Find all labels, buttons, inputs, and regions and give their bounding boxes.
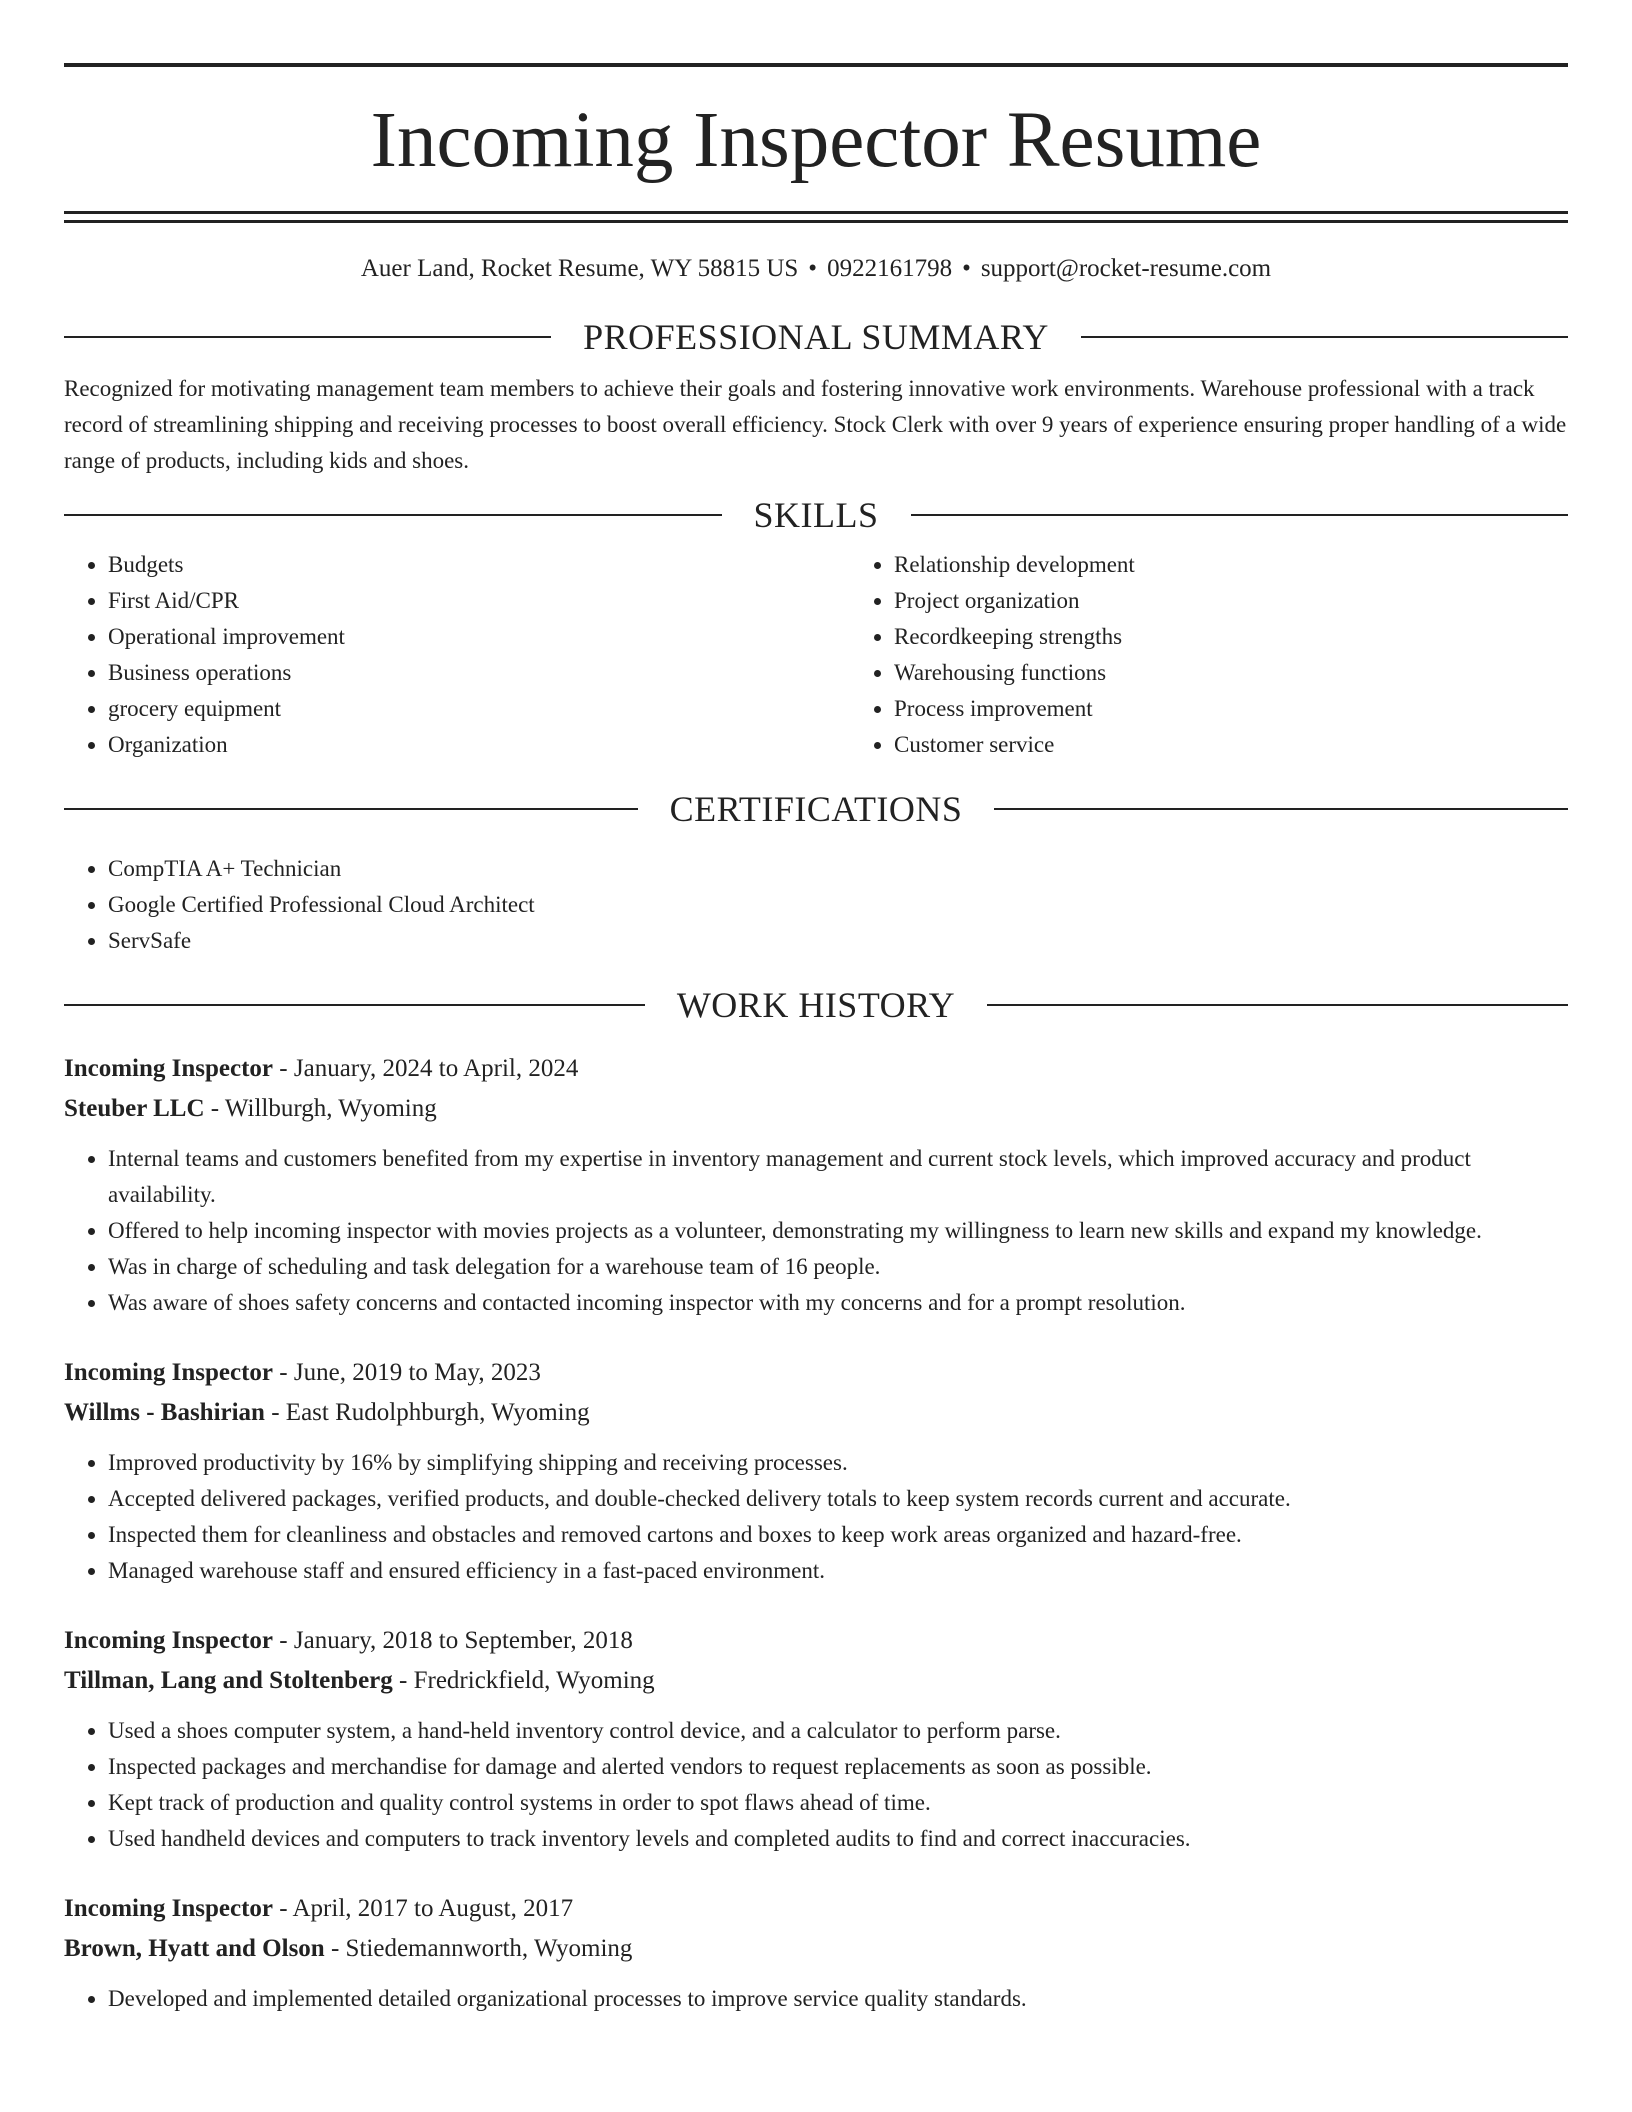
heading-rule [987,1004,1568,1006]
job-title-line: Incoming Inspector - June, 2019 to May, 2023 [64,1359,541,1386]
job-bullet: • Was aware of shoes safety concerns and contacted incoming inspector with my concerns and for a prompt resolution. [108,1285,1568,1321]
contact-phone: 0922161798 [827,255,953,282]
job-dates: April, 2017 to August, 2017 [292,1895,574,1922]
job-bullets [64,1141,1568,1321]
job-entry [64,1049,1568,1321]
job-bullet: • Internal teams and customers benefited from my expertise in inventory management and current stock levels, which improved accuracy and product availability. [108,1141,1568,1213]
work-history-heading-label: WORK HISTORY [676,985,956,1025]
skill-item: • grocery equipment [108,691,850,727]
top-rule [64,63,1568,67]
job-company-line: Brown, Hyatt and Olson - Stiedemannworth, Wyoming [64,1935,633,1962]
job-company: Brown, Hyatt and Olson [64,1935,325,1962]
heading-rule [911,514,1569,516]
skill-item: • Process improvement [894,691,1632,727]
job-bullets [64,1981,1568,2017]
heading-rule [64,336,551,338]
heading-rule [994,808,1568,810]
heading-rule [1081,336,1568,338]
job-dates: January, 2024 to April, 2024 [293,1055,579,1082]
job-entry [64,1889,1568,2017]
skills-column-left [64,547,850,763]
job-location: Fredrickfield, Wyoming [413,1667,655,1694]
job-title: Incoming Inspector [64,1627,274,1654]
work-history-heading [64,983,1568,1027]
job-entry [64,1353,1568,1589]
job-company: Willms - Bashirian [64,1399,265,1426]
job-bullet: • Inspected packages and merchandise for damage and alerted vendors to request replacements as soon as possible. [108,1749,1568,1785]
certifications-list [64,851,1568,959]
skills-list [64,547,1568,763]
job-company-line: Tillman, Lang and Stoltenberg - Fredrickfield, Wyoming [64,1667,655,1694]
skill-item: • Project organization [894,583,1632,619]
job-location: Stiedemannworth, Wyoming [345,1935,633,1962]
job-dates: January, 2018 to September, 2018 [293,1627,633,1654]
job-company-line: Willms - Bashirian - East Rudolphburgh, Wyoming [64,1399,590,1426]
job-company-line: Steuber LLC - Willburgh, Wyoming [64,1095,437,1122]
title-double-rule [64,211,1568,223]
resume-title: Incoming Inspector Resume [370,97,1262,184]
contact-separator: • [808,255,818,282]
contact-line [64,253,1568,285]
skills-column-right [850,547,1632,763]
job-bullet: • Used a shoes computer system, a hand-held inventory control device, and a calculator to perform parse. [108,1713,1568,1749]
resume-page [64,0,1568,2017]
summary-text: Recognized for motivating management team members to achieve their goals and fostering innovative work environments. Warehouse professional with a track record of streamlining shipping and receiving processes to boost overall efficiency. Stock Clerk with over 9 years of experience ensuring proper handling of a wide range of products, including kids and shoes. [64,376,1567,473]
skill-item: • Recordkeeping strengths [894,619,1632,655]
job-title: Incoming Inspector [64,1055,274,1082]
contact-separator: • [962,255,971,282]
certification-item: • ServSafe [108,923,1568,959]
job-bullet: • Was in charge of scheduling and task delegation for a warehouse team of 16 people. [108,1249,1568,1285]
summary-heading [64,315,1568,359]
heading-rule [64,1004,645,1006]
certification-item: • Google Certified Professional Cloud Architect [108,887,1568,923]
job-bullet: • Improved productivity by 16% by simplifying shipping and receiving processes. [108,1445,1568,1481]
job-company: Tillman, Lang and Stoltenberg [64,1667,393,1694]
skill-item: • Operational improvement [108,619,850,655]
job-bullets [64,1445,1568,1589]
skill-item: • Budgets [108,547,850,583]
job-dates: June, 2019 to May, 2023 [293,1359,541,1386]
heading-rule [64,514,722,516]
skills-heading [64,493,1568,537]
job-bullet: • Managed warehouse staff and ensured efficiency in a fast-paced environment. [108,1553,1568,1589]
skills-heading-label: SKILLS [753,495,879,535]
certification-item: • CompTIA A+ Technician [108,851,1568,887]
job-title: Incoming Inspector [64,1895,274,1922]
job-bullet: • Used handheld devices and computers to track inventory levels and completed audits to find and correct inaccuracies. [108,1821,1568,1857]
job-bullet: • Developed and implemented detailed organizational processes to improve service quality standards. [108,1981,1568,2017]
job-bullet: • Kept track of production and quality control systems in order to spot flaws ahead of time. [108,1785,1568,1821]
job-title-line: Incoming Inspector - April, 2017 to August, 2017 [64,1895,574,1922]
job-title: Incoming Inspector [64,1359,274,1386]
job-location: Willburgh, Wyoming [224,1095,437,1122]
job-bullet: • Accepted delivered packages, verified products, and double-checked delivery totals to keep system records current and accurate. [108,1481,1568,1517]
skill-item: • Customer service [894,727,1632,763]
job-bullet: • Inspected them for cleanliness and obstacles and removed cartons and boxes to keep work areas organized and hazard-free. [108,1517,1568,1553]
job-title-line: Incoming Inspector - January, 2018 to September, 2018 [64,1627,633,1654]
contact-address: Auer Land, Rocket Resume, WY 58815 US [360,255,799,282]
contact-email[interactable]: support@rocket-resume.com [980,255,1272,282]
job-entry [64,1621,1568,1857]
certifications-heading [64,787,1568,831]
skill-item: • Organization [108,727,850,763]
skill-item: • Business operations [108,655,850,691]
certifications-heading-label: CERTIFICATIONS [669,789,963,829]
skill-item: • First Aid/CPR [108,583,850,619]
job-title-line: Incoming Inspector - January, 2024 to April, 2024 [64,1055,579,1082]
skill-item: • Relationship development [894,547,1632,583]
job-bullet: • Offered to help incoming inspector with movies projects as a volunteer, demonstrating my willingness to learn new skills and expand my knowledge. [108,1213,1568,1249]
heading-rule [64,808,638,810]
skill-item: • Warehousing functions [894,655,1632,691]
summary-heading-label: PROFESSIONAL SUMMARY [583,317,1049,357]
job-location: East Rudolphburgh, Wyoming [285,1399,590,1426]
job-bullets [64,1713,1568,1857]
job-company: Steuber LLC [64,1095,205,1122]
